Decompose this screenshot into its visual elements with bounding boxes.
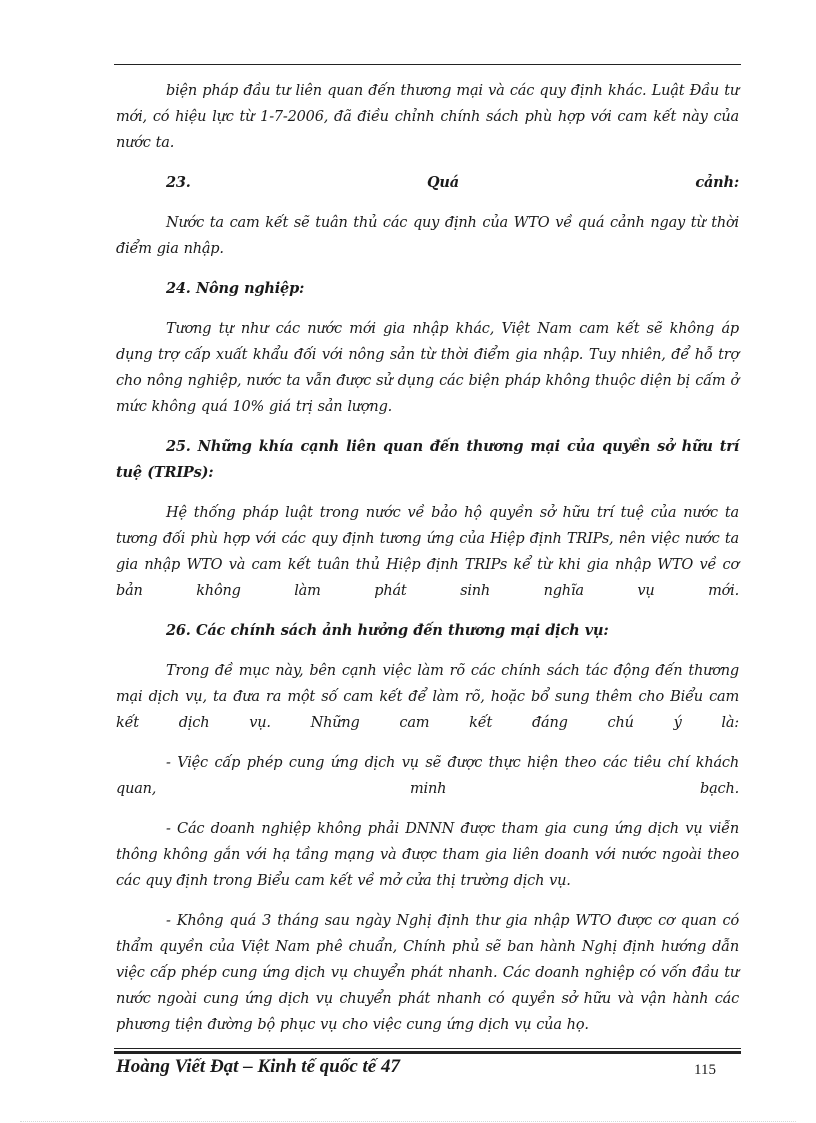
bullet-express-delivery: - Không quá 3 tháng sau ngày Nghị định thư gia nhập WTO được cơ quan có thẩm quyền của Việt Nam phê chuẩn, Chính phủ sẽ ban hành Nghị định hướng dẫn việc cấp phép cung ứng dịch vụ chuyển phát nhanh. Các doanh nghiệp có vốn đầu tư nước ngoài cung ứng dịch vụ chuyển phát nhanh có quyền sở hữu và vận hành các phương tiện đường bộ phục vụ cho việc cung ứng dịch vụ của họ.: [116, 913, 739, 1033]
heading-23-title: Quá: [427, 174, 459, 191]
bullet-licensing: - Việc cấp phép cung ứng dịch vụ sẽ được thực hiện theo các tiêu chí khách quan, minh bạch.: [116, 755, 739, 797]
heading-25: 25. Những khía cạnh liên quan đến thương mại của quyền sở hữu trí tuệ (TRIPs):: [116, 438, 739, 481]
paragraph-transit: Nước ta cam kết sẽ tuân thủ các quy định của WTO về quá cảnh ngay từ thời điểm gia nhập.: [116, 215, 739, 257]
paragraph-services-intro: Trong đề mục này, bên cạnh việc làm rõ các chính sách tác động đến thương mại dịch vụ, ta đưa ra một số cam kết để làm rõ, hoặc bổ sung thêm cho Biểu cam kết dịch vụ. Những cam kết đáng chú ý là:: [116, 663, 739, 731]
heading-23-suffix: cảnh:: [695, 174, 739, 191]
header-rule: [114, 64, 741, 65]
heading-23: [116, 170, 739, 196]
paragraph-investment: biện pháp đầu tư liên quan đến thương mại và các quy định khác. Luật Đầu tư mới, có hiệu lực từ 1-7-2006, đã điều chỉnh chính sách phù hợp với cam kết này của nước ta.: [116, 83, 739, 151]
paragraph-trips: Hệ thống pháp luật trong nước về bảo hộ quyền sở hữu trí tuệ của nước ta tương đối phù hợp với các quy định tương ứng của Hiệp định TRIPs, nên việc nước ta gia nhập WTO và cam kết tuân thủ Hiệp định TRIPs kể từ khi gia nhập WTO về cơ bản không làm phát sinh nghĩa vụ mới.: [116, 505, 739, 599]
bullet-telecom: - Các doanh nghiệp không phải DNNN được tham gia cung ứng dịch vụ viễn thông không gắn với hạ tầng mạng và được tham gia liên doanh với nước ngoài theo các quy định trong Biểu cam kết về mở cửa thị trường dịch vụ.: [116, 821, 739, 889]
paragraph-agriculture: Tương tự như các nước mới gia nhập khác, Việt Nam cam kết sẽ không áp dụng trợ cấp xuất khẩu đối với nông sản từ thời điểm gia nhập. Tuy nhiên, để hỗ trợ cho nông nghiệp, nước ta vẫn được sử dụng các biện pháp không thuộc diện bị cấm ở mức không quá 10% giá trị sản lượng.: [116, 321, 739, 415]
footer-author: Hoàng Viết Đạt – Kinh tế quốc tế 47: [116, 1056, 400, 1077]
page-edge-dots: [20, 1121, 796, 1122]
heading-26: 26. Các chính sách ảnh hưởng đến thương mại dịch vụ:: [166, 622, 609, 639]
page-number: 115: [694, 1062, 716, 1078]
footer-rule-thin: [114, 1048, 741, 1049]
heading-23-number: 23.: [166, 174, 191, 191]
heading-24: 24. Nông nghiệp:: [166, 280, 305, 297]
footer-rule-thick: [114, 1051, 741, 1054]
document-body: [116, 78, 739, 1052]
